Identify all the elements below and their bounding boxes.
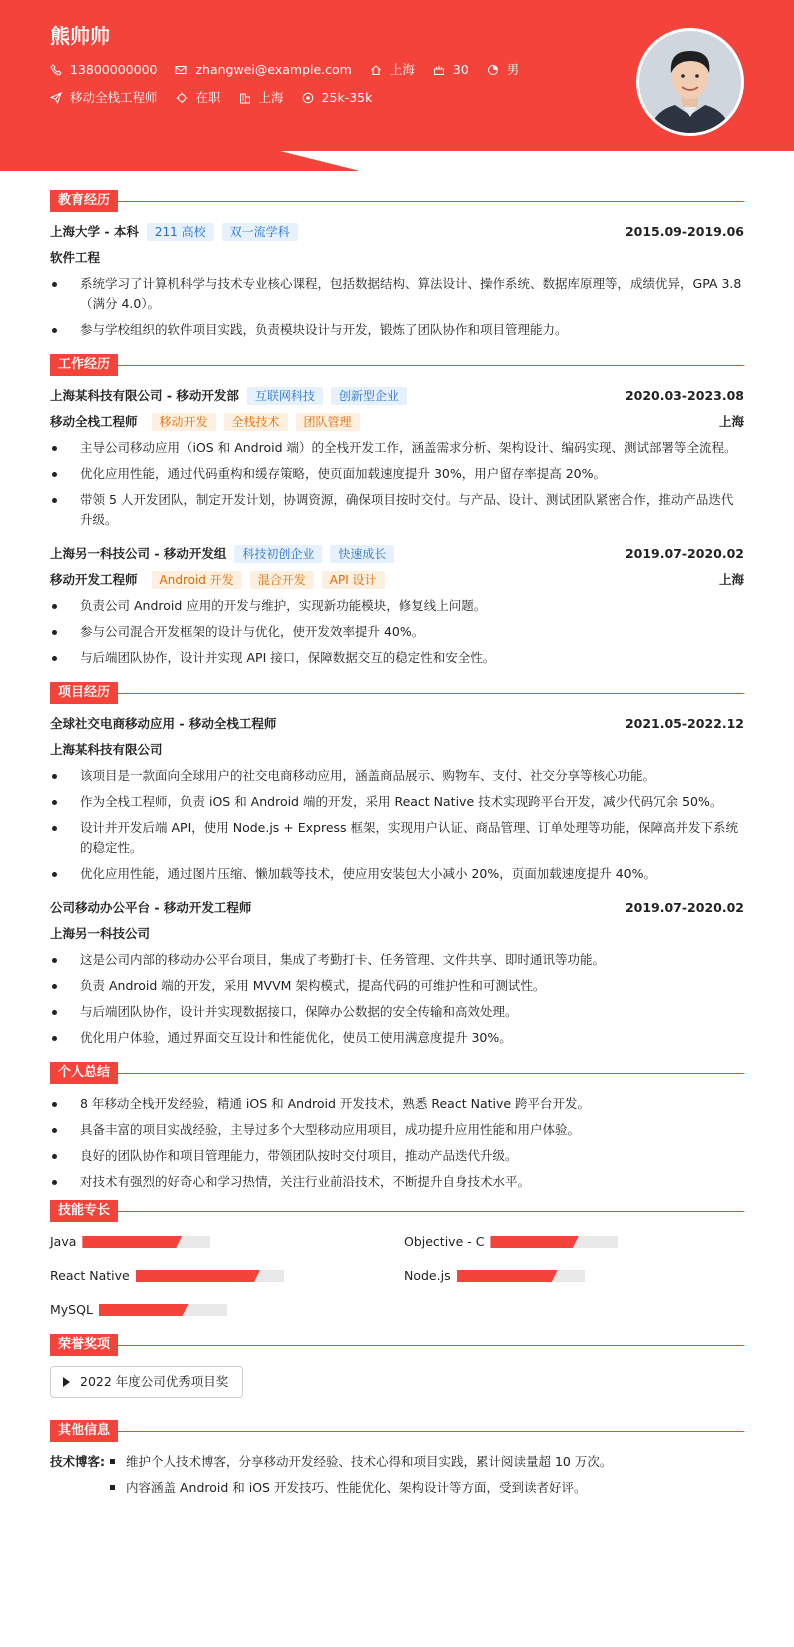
project-date: 2019.07-2020.02	[624, 900, 744, 915]
section-header	[50, 1334, 744, 1356]
phone-text: 13800000000	[70, 62, 158, 77]
project-bullets	[50, 766, 744, 884]
section-title: 技能专长	[50, 1200, 118, 1222]
gender-text: 男	[506, 62, 520, 77]
projects-section	[50, 682, 744, 1048]
list-item: 内容涵盖 Android 和 iOS 开发技巧、性能优化、架构设计等方面，受到读者好评。	[110, 1478, 612, 1498]
skill-item	[404, 1232, 744, 1252]
project-row	[50, 714, 744, 734]
money-icon	[302, 92, 314, 104]
section-divider	[118, 1431, 744, 1432]
blog-label: 技术博客:	[50, 1454, 105, 1469]
list-item: 优化用户体验，通过界面交互设计和性能优化，使员工使用满意度提升 30%。	[50, 1028, 744, 1048]
major: 软件工程	[50, 250, 101, 265]
project-entry	[50, 898, 744, 1048]
section-divider	[118, 201, 744, 202]
summary-section	[50, 1062, 744, 1192]
target-job-text: 移动全栈工程师	[70, 90, 158, 105]
company-row	[50, 386, 744, 406]
skill-item	[404, 1266, 744, 1286]
section-title: 项目经历	[50, 682, 118, 704]
role-row	[50, 570, 744, 590]
education-bullets	[50, 274, 744, 340]
phone-icon	[50, 64, 62, 76]
home-icon	[370, 64, 382, 76]
list-item: 优化应用性能，通过代码重构和缓存策略，使页面加载速度提升 30%，用户留存率提高 20%。	[50, 464, 744, 484]
project-org-row	[50, 740, 744, 760]
list-item: 带领 5 人开发团队，制定开发计划，协调资源，确保项目按时交付。与产品、设计、测试团队紧密合作，推动产品迭代升级。	[50, 490, 744, 530]
major-row	[50, 248, 744, 268]
role-tag: 全栈技术	[224, 413, 288, 431]
role-tag: 混合开发	[250, 571, 314, 589]
list-item: 参与公司混合开发框架的设计与优化，使开发效率提升 40%。	[50, 622, 744, 642]
paper-plane-icon	[50, 92, 62, 104]
project-org: 上海某科技有限公司	[50, 742, 163, 757]
work-date: 2020.03-2023.08	[624, 388, 744, 403]
list-item: 维护个人技术博客，分享移动开发经验、技术心得和项目实践，累计阅读量超 10 万次。	[110, 1452, 612, 1472]
home-city-info	[370, 60, 415, 80]
school-tag: 211 高校	[147, 223, 214, 241]
school-name: 上海大学 - 本科	[50, 224, 139, 239]
award-text: 2022 年度公司优秀项目奖	[80, 1374, 229, 1389]
skill-bar-fill	[136, 1270, 260, 1282]
list-item: 与后端团队协作，设计并实现数据接口，保障办公数据的安全传输和高效处理。	[50, 1002, 744, 1022]
section-divider	[118, 365, 744, 366]
candidate-name: 熊帅帅	[50, 24, 110, 48]
age-text: 30	[452, 62, 469, 77]
section-header	[50, 682, 744, 704]
role-name: 移动开发工程师	[50, 572, 138, 587]
skill-bar	[490, 1236, 618, 1248]
email-info	[175, 60, 351, 80]
target-city-text: 上海	[258, 90, 284, 105]
other-info	[50, 1452, 744, 1504]
skill-bar-fill	[490, 1236, 578, 1248]
skill-bar	[82, 1236, 210, 1248]
work-entry	[50, 386, 744, 530]
header-notch-divider	[0, 151, 794, 171]
section-header	[50, 1200, 744, 1222]
skill-bar-fill	[99, 1304, 189, 1316]
company-name: 上海另一科技公司 - 移动开发组	[50, 546, 227, 561]
company-name: 上海某科技有限公司 - 移动开发部	[50, 388, 239, 403]
list-item: 该项目是一款面向全球用户的社交电商移动应用，涵盖商品展示、购物车、支付、社交分享等核心功能。	[50, 766, 744, 786]
avatar	[636, 28, 744, 136]
skill-item	[50, 1300, 404, 1320]
mail-icon	[175, 64, 187, 76]
resume-header	[0, 0, 794, 170]
section-header	[50, 354, 744, 376]
section-title: 荣誉奖项	[50, 1334, 118, 1356]
list-item: 系统学习了计算机科学与技术专业核心课程，包括数据结构、算法设计、操作系统、数据库原理等，成绩优异，GPA 3.8（满分 4.0）。	[50, 274, 744, 314]
email-text: zhangwei@example.com	[195, 62, 352, 77]
company-tag: 互联网科技	[247, 387, 323, 405]
skill-bar-fill	[457, 1270, 558, 1282]
project-bullets	[50, 950, 744, 1048]
section-title: 其他信息	[50, 1420, 118, 1442]
gender-icon	[487, 64, 499, 76]
section-divider	[118, 693, 744, 694]
skill-item	[50, 1266, 404, 1286]
phone-info	[50, 60, 157, 80]
list-item: 负责 Android 端的开发，采用 MVVM 架构模式，提高代码的可维护性和可测试性。	[50, 976, 744, 996]
list-item: 优化应用性能，通过图片压缩、懒加载等技术，使应用安装包大小减小 20%，页面加载速度提升 40%。	[50, 864, 744, 884]
skill-bar	[99, 1304, 227, 1316]
section-title: 个人总结	[50, 1062, 118, 1084]
role-name: 移动全栈工程师	[50, 414, 138, 429]
section-divider	[118, 1073, 744, 1074]
company-left	[50, 386, 407, 406]
work-city: 上海	[718, 414, 744, 429]
list-item: 负责公司 Android 应用的开发与维护，实现新功能模块，修复线上问题。	[50, 596, 744, 616]
section-divider	[118, 1345, 744, 1346]
role-tag: Android 开发	[152, 571, 242, 589]
list-item: 与后端团队协作，设计并实现 API 接口，保障数据交互的稳定性和安全性。	[50, 648, 744, 668]
role-left	[50, 412, 360, 432]
target-city-info	[239, 88, 284, 108]
school-tag: 双一流学科	[222, 223, 298, 241]
work-city: 上海	[718, 572, 744, 587]
education-entry	[50, 222, 744, 340]
resume-content	[0, 170, 794, 1504]
awards-section	[50, 1334, 744, 1412]
skill-bar	[457, 1270, 585, 1282]
project-name: 全球社交电商移动应用 - 移动全栈工程师	[50, 716, 277, 731]
summary-bullets	[50, 1094, 744, 1192]
skill-bar-fill	[82, 1236, 182, 1248]
skill-name: MySQL	[50, 1302, 93, 1317]
target-job-info	[50, 88, 158, 108]
list-item: 这是公司内部的移动办公平台项目，集成了考勤打卡、任务管理、文件共享、即时通讯等功能。	[50, 950, 744, 970]
list-item: 具备丰富的项目实战经验，主导过多个大型移动应用项目，成功提升应用性能和用户体验。	[50, 1120, 744, 1140]
list-item: 设计并开发后端 API，使用 Node.js + Express 框架，实现用户认证、商品管理、订单处理等功能，保障高并发下系统的稳定性。	[50, 818, 744, 858]
other-section	[50, 1420, 744, 1504]
section-title: 教育经历	[50, 190, 118, 212]
role-tag: API 设计	[322, 571, 385, 589]
education-section	[50, 190, 744, 340]
skills-section	[50, 1200, 744, 1320]
avatar-portrait	[639, 31, 741, 133]
status-text: 在职	[195, 90, 221, 105]
education-left	[50, 222, 298, 242]
education-row	[50, 222, 744, 242]
project-name: 公司移动办公平台 - 移动开发工程师	[50, 900, 252, 915]
gender-info	[487, 60, 520, 80]
skill-item	[50, 1232, 404, 1252]
work-bullets	[50, 438, 744, 530]
company-tag: 科技初创企业	[234, 545, 322, 563]
list-item: 主导公司移动应用（iOS 和 Android 端）的全栈开发工作，涵盖需求分析、架构设计、编码实现、测试部署等全流程。	[50, 438, 744, 458]
work-entry	[50, 544, 744, 668]
section-header	[50, 1062, 744, 1084]
award-item[interactable]	[50, 1366, 243, 1398]
section-divider	[118, 1211, 744, 1212]
list-item: 作为全栈工程师，负责 iOS 和 Android 端的开发，采用 React Native 技术实现跨平台开发，减少代码冗余 50%。	[50, 792, 744, 812]
list-item: 良好的团队协作和项目管理能力，带领团队按时交付项目，推动产品迭代升级。	[50, 1146, 744, 1166]
role-row	[50, 412, 744, 432]
company-tag: 快速成长	[330, 545, 394, 563]
salary-text: 25k-35k	[321, 90, 373, 105]
project-date: 2021.05-2022.12	[624, 716, 744, 731]
role-tag: 团队管理	[296, 413, 360, 431]
company-row	[50, 544, 744, 564]
status-info	[176, 88, 221, 108]
project-org: 上海另一科技公司	[50, 926, 151, 941]
building-icon	[239, 92, 251, 104]
status-icon	[176, 92, 188, 104]
skill-bar	[136, 1270, 284, 1282]
project-org-row	[50, 924, 744, 944]
list-item: 对技术有强烈的好奇心和学习热情，关注行业前沿技术，不断提升自身技术水平。	[50, 1172, 744, 1192]
skill-name: Java	[50, 1234, 77, 1249]
role-tag: 移动开发	[152, 413, 216, 431]
home-city-text: 上海	[389, 62, 415, 77]
salary-info	[302, 88, 373, 108]
list-item: 参与学校组织的软件项目实践，负责模块设计与开发，锻炼了团队协作和项目管理能力。	[50, 320, 744, 340]
skills-grid	[50, 1232, 744, 1320]
skill-name: Node.js	[404, 1268, 451, 1283]
calendar-icon	[433, 64, 445, 76]
expand-triangle-icon	[63, 1377, 70, 1387]
skill-name: Objective - C	[404, 1234, 485, 1249]
project-entry	[50, 714, 744, 884]
section-header	[50, 1420, 744, 1442]
section-header	[50, 190, 744, 212]
section-title: 工作经历	[50, 354, 118, 376]
work-bullets	[50, 596, 744, 668]
work-section	[50, 354, 744, 668]
project-row	[50, 898, 744, 918]
company-tag: 创新型企业	[331, 387, 407, 405]
skill-name: React Native	[50, 1268, 130, 1283]
work-date: 2019.07-2020.02	[624, 546, 744, 561]
education-date: 2015.09-2019.06	[624, 224, 744, 239]
blog-bullets	[110, 1452, 612, 1504]
role-left	[50, 570, 385, 590]
age-info	[433, 60, 469, 80]
list-item: 8 年移动全栈开发经验，精通 iOS 和 Android 开发技术，熟悉 React Native 跨平台开发。	[50, 1094, 744, 1114]
company-left	[50, 544, 394, 564]
